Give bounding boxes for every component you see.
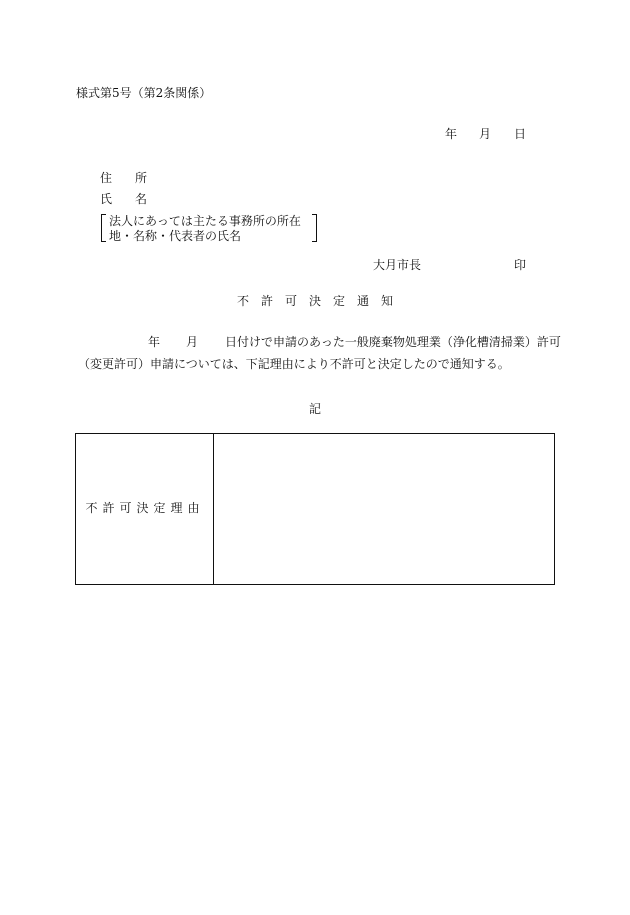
name-label-second-char: 名	[135, 192, 148, 206]
ki-heading: 記	[308, 402, 321, 416]
address-label-first-char: 住	[100, 171, 113, 185]
seal-mark: 印	[514, 258, 527, 272]
form-number: 様式第5号（第2条関係）	[76, 86, 212, 100]
body-year-label: 年	[148, 335, 161, 349]
left-bracket	[101, 214, 106, 242]
reason-label: 不許可決定理由	[85, 501, 205, 515]
corporate-note-line-2: 地・名称・代表者の氏名	[109, 229, 242, 243]
date-month-label: 月	[479, 127, 492, 141]
date-day-label: 日	[514, 127, 527, 141]
date-year-label: 年	[445, 127, 458, 141]
name-label-first-char: 氏	[100, 192, 113, 206]
document-title: 不 許 可 決 定 通 知	[236, 294, 393, 308]
reason-value-cell[interactable]	[214, 434, 554, 584]
body-month-label: 月	[186, 335, 199, 349]
address-label-second-char: 所	[135, 171, 148, 185]
reason-label-cell	[76, 434, 214, 584]
corporate-note-line-1: 法人にあっては主たる事務所の所在	[109, 214, 301, 228]
body-line-2: （変更許可）申請については、下記理由により不許可と決定したので通知する。	[78, 357, 510, 371]
body-line-1	[148, 335, 561, 349]
issuer-title: 大月市長	[373, 258, 422, 272]
right-bracket	[312, 214, 317, 242]
reason-table	[75, 433, 555, 585]
body-line-1-text: 日付けで申請のあった一般廃棄物処理業（浄化槽清掃業）許可	[225, 335, 561, 349]
